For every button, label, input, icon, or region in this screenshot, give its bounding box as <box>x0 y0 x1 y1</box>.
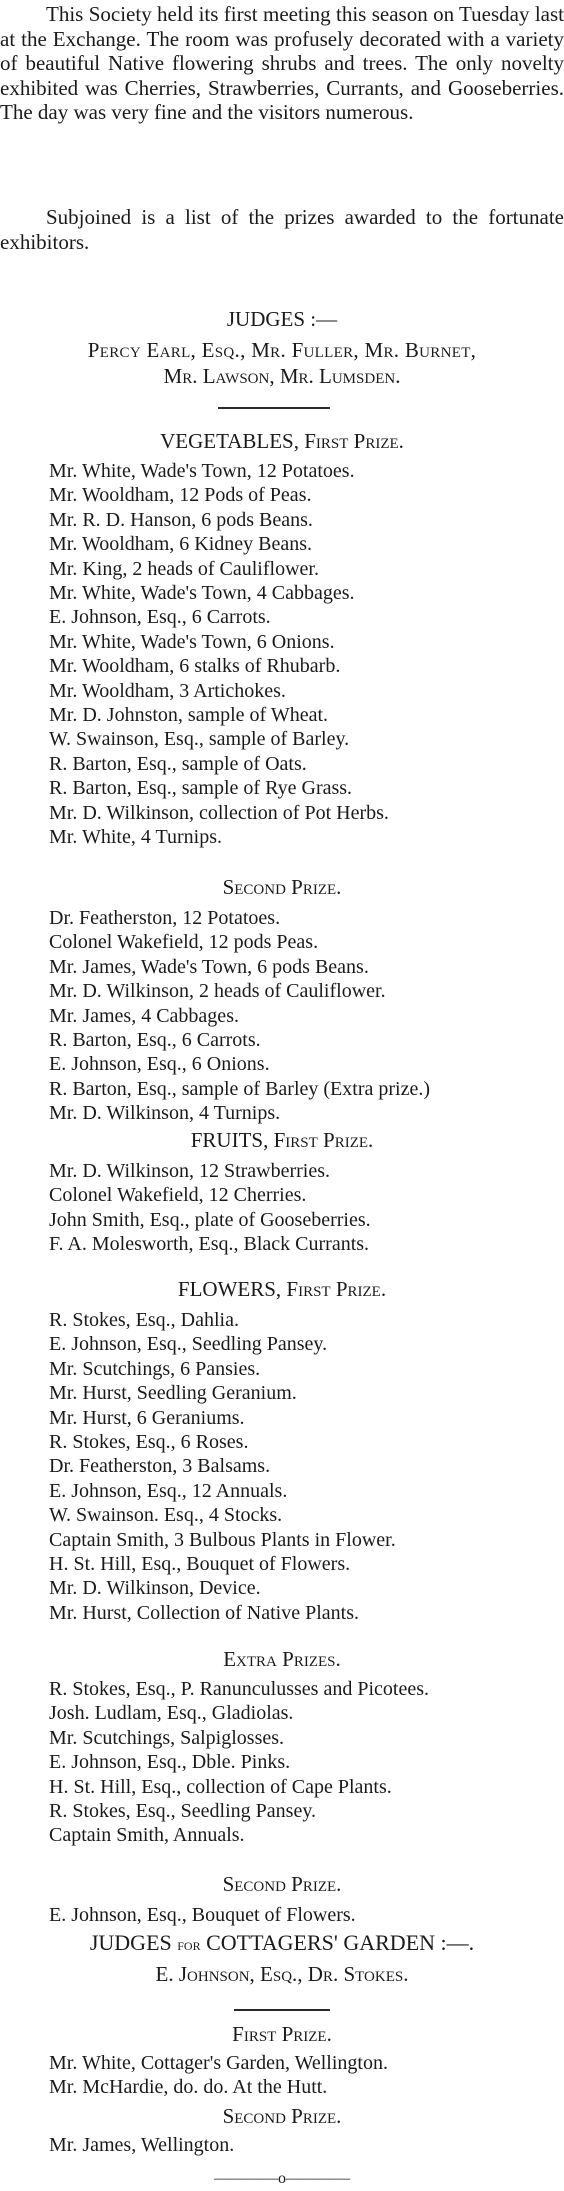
list-item: E. Johnson, Esq., Seedling Pansey. <box>49 1333 328 1356</box>
list-item: R. Barton, Esq., sample of Barley (Extra prize.) <box>49 1077 430 1100</box>
list-item: H. St. Hill, Esq., Bouquet of Flowers. <box>49 1553 351 1576</box>
list-item: Mr. McHardie, do. do. At the Hutt. <box>49 2076 328 2099</box>
judges-heading: JUDGES :— <box>226 307 338 331</box>
fruits-list <box>49 1159 371 1257</box>
flowers-heading-prize: First Prize. <box>286 1277 387 1301</box>
cottagers-judges-heading <box>0 1930 564 1958</box>
list-item: Mr. Wooldham, 12 Pods of Peas. <box>49 484 312 507</box>
list-item: Mr. Hurst, 6 Geraniums. <box>49 1406 245 1429</box>
list-item: Mr. Hurst, Collection of Native Plants. <box>49 1601 359 1624</box>
list-item: Captain Smith, Annuals. <box>49 1824 245 1847</box>
list-item: Mr. Scutchings, Salpiglosses. <box>49 1726 285 1749</box>
list-item: Mr. Hurst, Seedling Geranium. <box>49 1382 297 1405</box>
extra-prizes-list <box>49 1677 429 1848</box>
vegetables-second-prize-heading: Second Prize. <box>222 875 342 899</box>
fruits-heading <box>0 1127 564 1153</box>
list-item: Colonel Wakefield, 12 Cherries. <box>49 1184 307 1207</box>
list-item: R. Barton, Esq., 6 Carrots. <box>49 1029 261 1052</box>
list-item: Mr. James, 4 Cabbages. <box>49 1004 239 1027</box>
extra-prizes-heading: Extra Prizes. <box>223 1647 341 1671</box>
list-item: Mr. White, 4 Turnips. <box>49 826 222 849</box>
judges-line-1: Percy Earl, Esq., Mr. Fuller, Mr. Burnet, <box>87 338 477 362</box>
cottagers-heading-judges: JUDGES <box>89 1930 172 1955</box>
list-item: Captain Smith, 3 Bulbous Plants in Flower. <box>49 1528 396 1551</box>
fruits-heading-prize: First Prize. <box>273 1128 374 1152</box>
list-item: R. Barton, Esq., sample of Rye Grass. <box>49 777 353 800</box>
cottagers-second-prize-heading: Second Prize. <box>222 2104 342 2128</box>
fruits-heading-main: FRUITS, <box>190 1128 269 1152</box>
vegetables-second-prize-list <box>49 906 430 1126</box>
end-ornament: ————o———— <box>214 2170 350 2187</box>
list-item: Dr. Featherston, 12 Potatoes. <box>49 907 281 929</box>
list-item: Mr. D. Wilkinson, 12 Strawberries. <box>49 1160 331 1182</box>
list-item: E. Johnson, Esq., 6 Carrots. <box>49 606 271 629</box>
cottagers-first-prize-heading: First Prize. <box>232 2022 332 2046</box>
cottagers-first-prize-list <box>49 2051 388 2100</box>
list-item: E. Johnson, Esq., 6 Onions. <box>49 1053 270 1076</box>
vegetables-heading-prize: First Prize. <box>304 429 404 453</box>
list-item: Mr. White, Wade's Town, 6 Onions. <box>49 630 335 653</box>
cottagers-judges-line: E. Johnson, Esq., Dr. Stokes. <box>155 1962 409 1986</box>
list-item: R. Stokes, Esq., 6 Roses. <box>49 1431 249 1454</box>
list-item: Mr. White, Wade's Town, 4 Cabbages. <box>49 582 355 605</box>
section-divider <box>234 2009 330 2011</box>
list-item: E. Johnson, Esq., Bouquet of Flowers. <box>49 1904 356 1926</box>
list-item: Mr. James, Wellington. <box>49 2134 235 2156</box>
list-item: Mr. D. Wilkinson, Device. <box>49 1577 261 1600</box>
list-item: Mr. R. D. Hanson, 6 pods Beans. <box>49 508 313 531</box>
vegetables-first-prize-list <box>49 459 389 850</box>
flowers-heading-main: FLOWERS, <box>177 1277 282 1301</box>
list-item: R. Stokes, Esq., Seedling Pansey. <box>49 1800 317 1823</box>
list-item: Mr. D. Wilkinson, 2 heads of Cauliflower. <box>49 980 386 1003</box>
cottagers-second-prize-list <box>49 2133 234 2157</box>
flowers-second-prize-list <box>49 1903 356 1927</box>
list-item: R. Stokes, Esq., P. Ranunculusses and Picotees. <box>49 1678 429 1700</box>
list-item: H. St. Hill, Esq., collection of Cape Plants. <box>49 1775 392 1798</box>
list-item: Josh. Ludlam, Esq., Gladiolas. <box>49 1702 294 1725</box>
list-item: Mr. D. Wilkinson, collection of Pot Herbs. <box>49 801 389 824</box>
list-item: W. Swainson. Esq., 4 Stocks. <box>49 1504 283 1527</box>
flowers-heading <box>0 1276 564 1302</box>
section-divider <box>218 407 330 409</box>
list-item: Mr. Scutchings, 6 Pansies. <box>49 1357 261 1380</box>
list-item: Dr. Featherston, 3 Balsams. <box>49 1455 271 1478</box>
list-item: F. A. Molesworth, Esq., Black Currants. <box>49 1233 370 1256</box>
intro-paragraph-2: Subjoined is a list of the prizes awarded to the fortunate exhibitors. <box>0 205 564 254</box>
list-item: R. Stokes, Esq., Dahlia. <box>49 1309 239 1331</box>
list-item: R. Barton, Esq., sample of Oats. <box>49 752 307 775</box>
judges-line-2: Mr. Lawson, Mr. Lumsden. <box>163 364 401 388</box>
list-item: W. Swainson, Esq., sample of Barley. <box>49 728 350 751</box>
cottagers-heading-for: for <box>177 1935 201 1954</box>
list-item: Colonel Wakefield, 12 pods Peas. <box>49 931 319 954</box>
intro-paragraph-1: This Society held its first meeting this season on Tuesday last at the Exchange. The room was profusely decorated with a variety of beautiful Native flowering shrubs and trees. The only novelty exhibited was Cherries, Strawberries, Currants, and Gooseberries. The day was very fine and the visitors numerous. <box>0 2 564 124</box>
list-item: John Smith, Esq., plate of Gooseberries. <box>49 1208 371 1231</box>
flowers-list <box>49 1308 396 1625</box>
list-item: Mr. D. Johnston, sample of Wheat. <box>49 704 329 727</box>
list-item: Mr. James, Wade's Town, 6 pods Beans. <box>49 955 369 978</box>
list-item: Mr. Wooldham, 3 Artichokes. <box>49 679 286 702</box>
cottagers-heading-garden: COTTAGERS' GARDEN :—. <box>206 1930 475 1955</box>
list-item: Mr. White, Wade's Town, 12 Potatoes. <box>49 460 355 482</box>
list-item: Mr. D. Wilkinson, 4 Turnips. <box>49 1102 281 1125</box>
list-item: Mr. King, 2 heads of Cauliflower. <box>49 557 319 580</box>
list-item: Mr. White, Cottager's Garden, Wellington. <box>49 2052 388 2074</box>
list-item: E. Johnson, Esq., Dble. Pinks. <box>49 1751 291 1774</box>
flowers-second-prize-heading: Second Prize. <box>222 1872 342 1896</box>
list-item: E. Johnson, Esq., 12 Annuals. <box>49 1479 288 1502</box>
vegetables-heading <box>0 428 564 454</box>
list-item: Mr. Wooldham, 6 stalks of Rhubarb. <box>49 655 341 678</box>
vegetables-heading-main: VEGETABLES, <box>160 429 299 453</box>
list-item: Mr. Wooldham, 6 Kidney Beans. <box>49 533 312 556</box>
